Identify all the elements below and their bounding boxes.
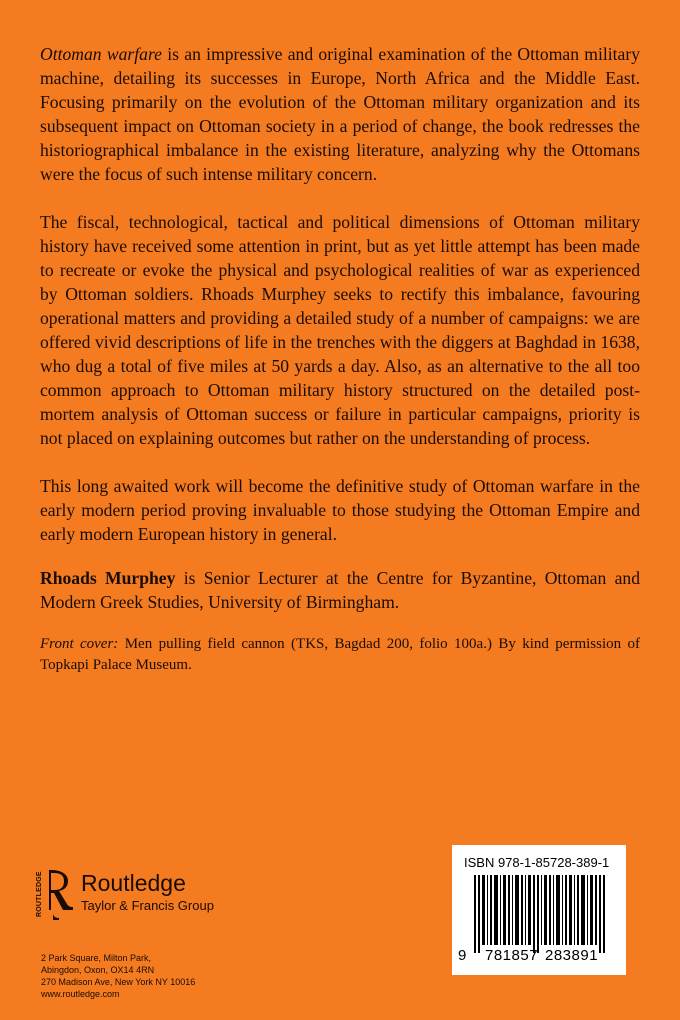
address-line: 2 Park Square, Milton Park, xyxy=(41,953,152,963)
publisher-name: Routledge xyxy=(81,870,186,896)
publisher-address xyxy=(41,952,195,1000)
publisher-brand xyxy=(81,868,214,914)
back-cover-blurb xyxy=(40,42,640,676)
address-line: Abingdon, Oxon, OX14 4RN xyxy=(41,965,155,975)
isbn-number: ISBN 978-1-85728-389-1 xyxy=(464,855,610,870)
barcode-digits-right: 283891 xyxy=(545,947,599,964)
cover-credit-label: Front cover: xyxy=(40,636,119,652)
author-bio: Rhoads Murphey is Senior Lecturer at the Centre for Byzantine, Ottoman and Modern Greek Studies, University of Birmingham. xyxy=(40,568,640,612)
blurb-paragraph-3: This long awaited work will become the definitive study of Ottoman warfare in the early modern period proving invaluable to those studying the Ottoman Empire and early modern European history in general. xyxy=(40,476,640,544)
barcode-icon xyxy=(462,875,616,953)
logo-vertical-text: ROUTLEDGE xyxy=(36,871,43,917)
cover-credit: Front cover: Men pulling field cannon (TKS, Bagdad 200, folio 100a.) By kind permission of Topkapi Palace Museum. xyxy=(40,636,641,673)
publisher-website: www.routledge.com xyxy=(41,989,120,999)
address-line: 270 Madison Ave, New York NY 10016 xyxy=(41,977,196,987)
barcode-panel xyxy=(452,845,626,975)
barcode-first-digit: 9 xyxy=(458,947,467,964)
barcode-digits-left: 781857 xyxy=(485,947,539,964)
book-title-italic: Ottoman warfare xyxy=(40,44,162,64)
publisher-group: Taylor & Francis Group xyxy=(81,898,214,913)
author-name: Rhoads Murphey xyxy=(40,568,176,588)
routledge-logo-icon xyxy=(37,868,75,920)
publisher-block xyxy=(37,868,214,920)
blurb-paragraph-2: The fiscal, technological, tactical and political dimensions of Ottoman military history have received some attention in print, but as yet little attempt has been made to recreate or evoke the physical and psychological realities of war as experienced by Ottoman soldiers. Rhoads Murphey seeks to rectify this imbalance, favouring operational matters and providing a detailed study of a number of campaigns: we are offered vivid descriptions of life in the trenches with the diggers at Baghdad in 1638, who dug a total of five miles at 50 yards a day. Also, as an alternative to the all too common approach to Ottoman military history structured on the detailed post-mortem analysis of Ottoman success or failure in particular campaigns, priority is not placed on explaining outcomes but rather on the understanding of process. xyxy=(40,212,640,448)
blurb-paragraph-1: Ottoman warfare is an impressive and original examination of the Ottoman military machine, detailing its successes in Europe, North Africa and the Middle East. Focusing primarily on the evolution of the Ottoman military organization and its subsequent impact on Ottoman society in a period of change, the book redresses the historiographical imbalance in the existing literature, analyzing why the Ottomans were the focus of such intense military concern. xyxy=(40,44,641,184)
